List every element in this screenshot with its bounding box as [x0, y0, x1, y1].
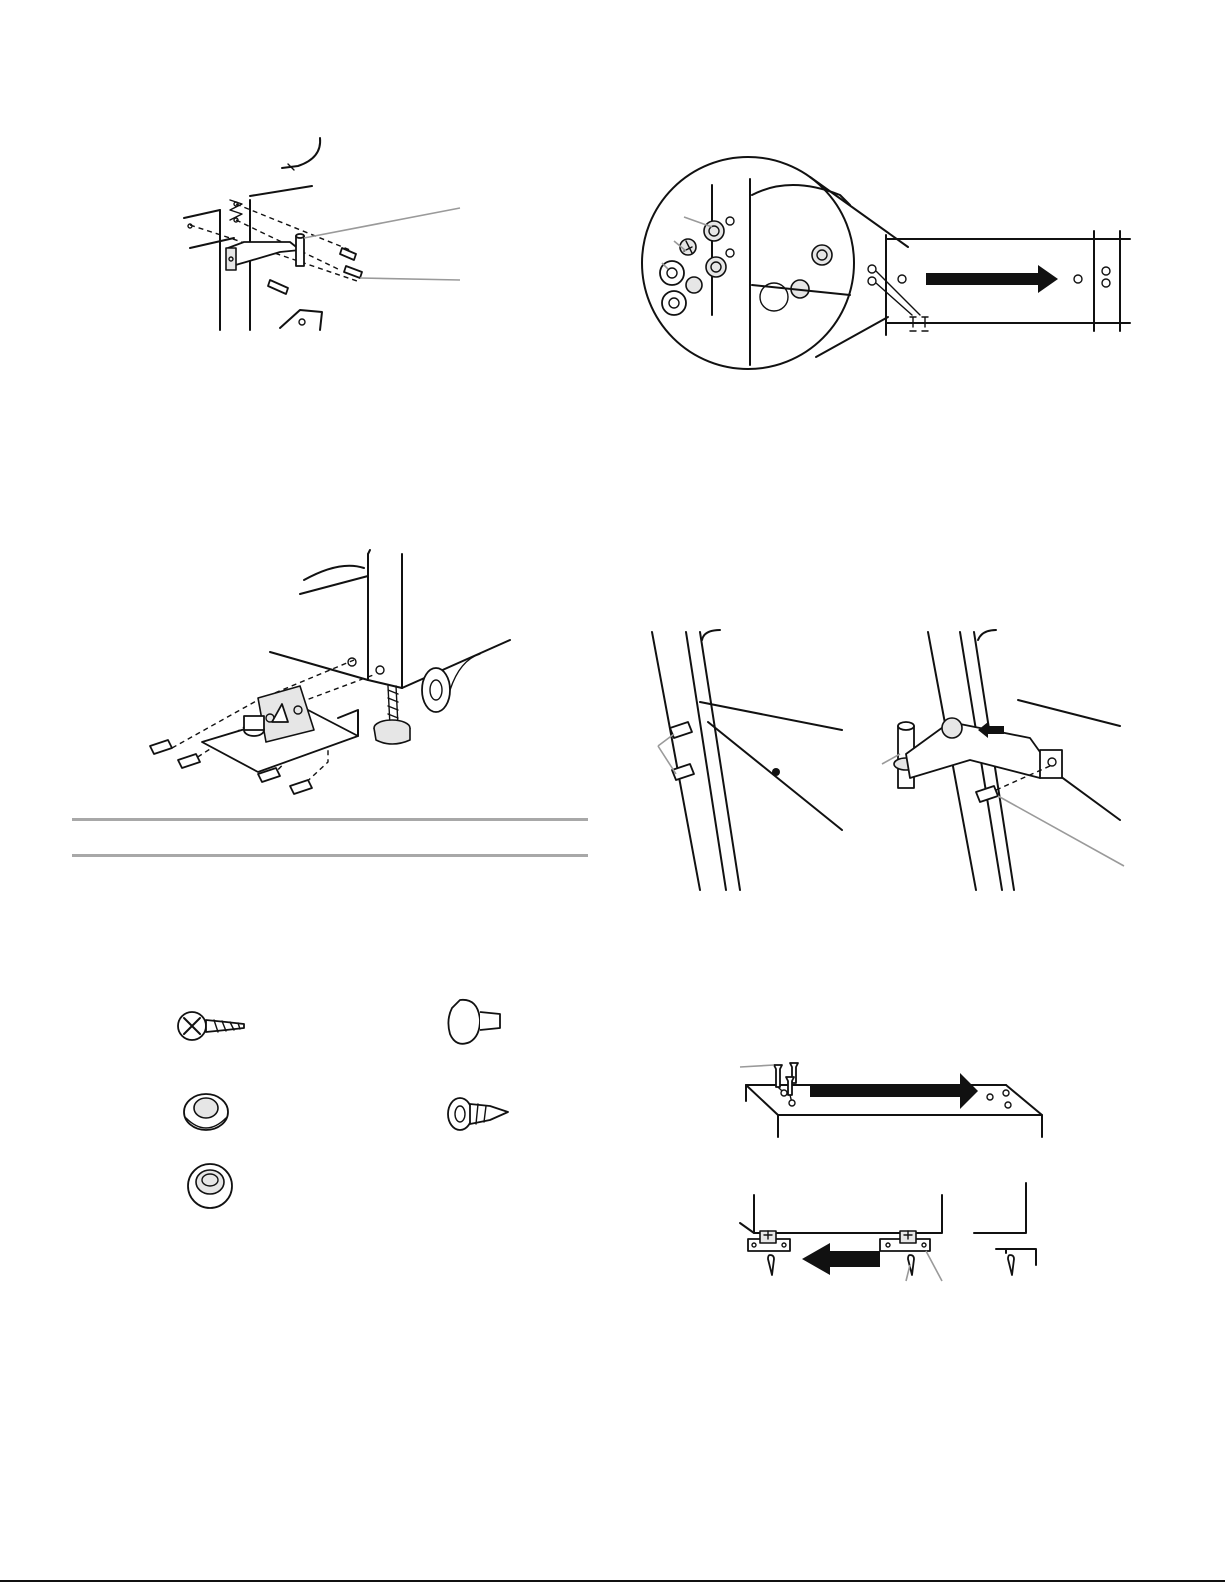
hinge-bracket-exploded-icon [170, 130, 470, 340]
parts-figure [170, 990, 530, 1220]
bottom-hinge-figure [140, 550, 520, 805]
door-stop-figure [730, 1055, 1060, 1295]
hinge-hole-closeup-figure [640, 155, 1130, 375]
magnified-circle-hole-plugs-icon [640, 155, 1130, 375]
door-stop-screws-icon [730, 1055, 1060, 1295]
top-hinge-figure [170, 130, 470, 340]
center-hinge-figure [630, 630, 1130, 892]
bottom-hinge-leveling-leg-icon [140, 550, 520, 805]
page-footer-rule [0, 1580, 1225, 1582]
parts-screws-plugs-icon [170, 990, 530, 1220]
center-hinge-bolts-icon [630, 630, 1130, 892]
section-rule-bottom [72, 854, 588, 857]
section-rule-top [72, 818, 588, 821]
